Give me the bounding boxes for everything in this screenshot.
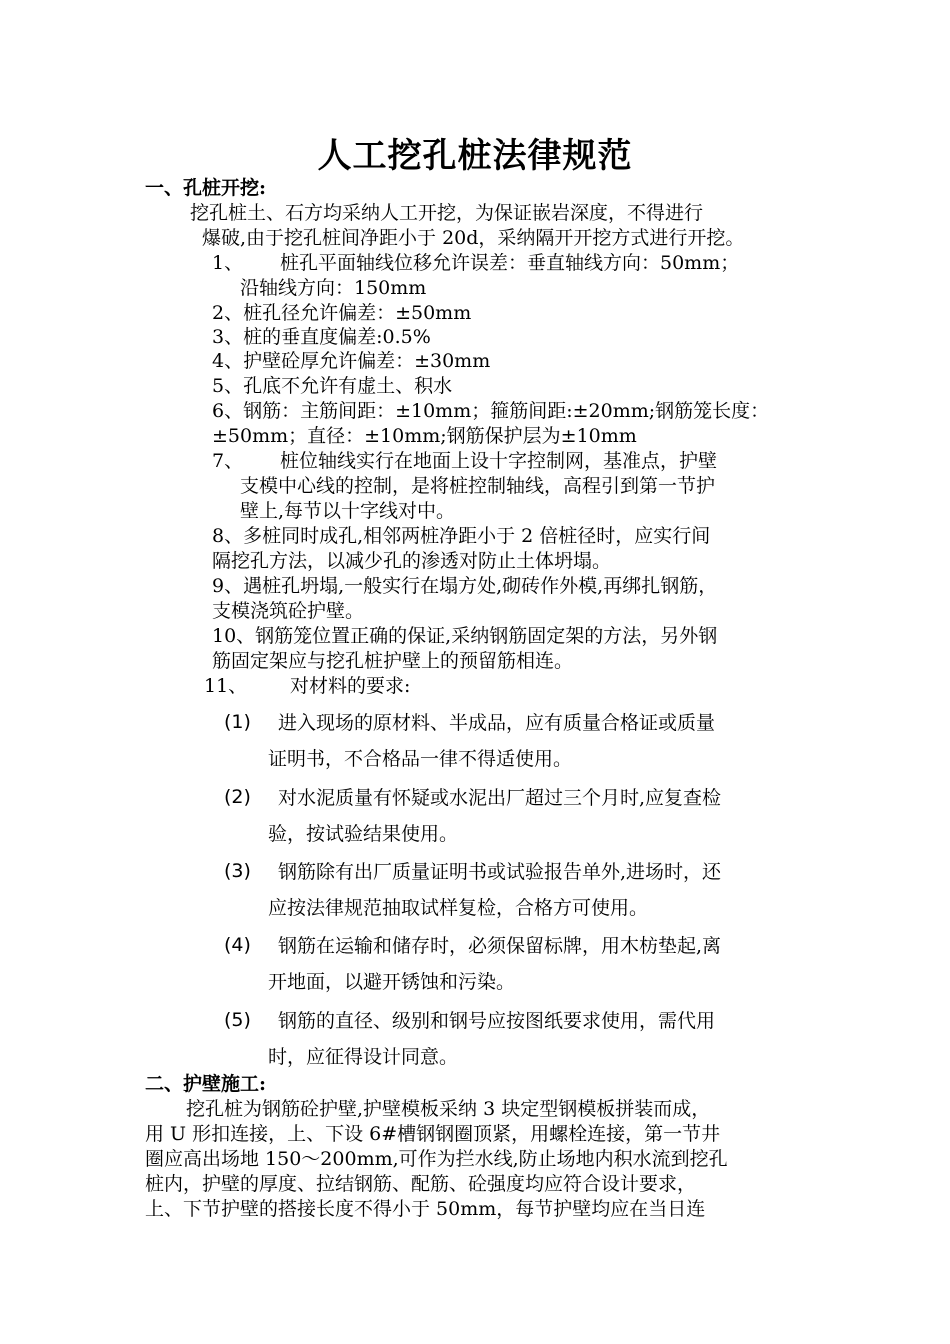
list-item-text: 沿轴线方向：150mm bbox=[240, 277, 427, 299]
list-item-text: 9、遇桩孔坍塌,一般实行在塌方处,砌砖作外模,再绑扎钢筋， bbox=[212, 575, 718, 597]
requirement-number: (4) bbox=[224, 934, 251, 956]
requirement-text: 钢筋在运输和储存时，必须保留标牌，用木枋垫起,离 bbox=[278, 935, 722, 957]
requirement-text: 证明书，不合格品一律不得适使用。 bbox=[268, 748, 573, 770]
paragraph-line: 圈应高出场地 150～200mm,可作为拦水线,防止场地内积水流到挖孔 bbox=[145, 1148, 728, 1170]
paragraph-line: 上、下节护壁的搭接长度不得小于 50mm，每节护壁均应在当日连 bbox=[145, 1198, 706, 1220]
list-item-text: 桩位轴线实行在地面上设十字控制网，基准点，护壁 bbox=[280, 450, 718, 472]
list-item-text: 2、桩孔径允许偏差：±50mm bbox=[212, 302, 472, 324]
list-item-number: 11、 bbox=[204, 675, 248, 697]
list-item-text: 8、多桩同时成孔,相邻两桩净距小于 2 倍桩径时，应实行间 bbox=[212, 525, 711, 547]
requirement-text: 钢筋的直径、级别和钢号应按图纸要求使用，需代用 bbox=[278, 1010, 716, 1032]
requirement-number: (3) bbox=[224, 860, 251, 882]
requirement-text: 验，按试验结果使用。 bbox=[268, 823, 459, 845]
list-item-text: 3、桩的垂直度偏差:0.5% bbox=[212, 326, 431, 348]
requirement-text: 钢筋除有出厂质量证明书或试验报告单外,进场时，还 bbox=[278, 861, 722, 883]
section-heading-1: 一、孔桩开挖: bbox=[145, 177, 267, 199]
list-item-text: 支模中心线的控制，是将桩控制轴线，高程引到第一节护 bbox=[240, 475, 716, 497]
requirement-text: 对水泥质量有怀疑或水泥出厂超过三个月时,应复查检 bbox=[278, 787, 722, 809]
paragraph-line: 爆破,由于挖孔桩间净距小于 20d，采纳隔开开挖方式进行开挖。 bbox=[202, 227, 745, 249]
list-item-text: 5、孔底不允许有虚土、积水 bbox=[212, 375, 453, 397]
requirement-number: (2) bbox=[224, 786, 251, 808]
list-item-number: 7、 bbox=[212, 450, 244, 472]
requirement-text: 开地面，以避开锈蚀和污染。 bbox=[268, 971, 516, 993]
requirement-text: 时，应征得设计同意。 bbox=[268, 1046, 459, 1068]
list-item-text: ±50mm；直径：±10mm;钢筋保护层为±10mm bbox=[212, 425, 637, 447]
paragraph-line: 挖孔桩土、石方均采纳人工开挖，为保证嵌岩深度，不得进行 bbox=[190, 202, 704, 224]
requirement-text: 进入现场的原材料、半成品，应有质量合格证或质量 bbox=[278, 712, 716, 734]
requirement-number: (1) bbox=[224, 711, 251, 733]
list-item-text: 桩孔平面轴线位移允许误差：垂直轴线方向：50mm； bbox=[280, 252, 740, 274]
list-item-text: 6、钢筋：主筋间距：±10mm；箍筋间距:±20mm;钢筋笼长度： bbox=[212, 400, 770, 422]
paragraph-line: 用 U 形扣连接，上、下设 6#槽钢钢圈顶紧，用螺栓连接，第一节井 bbox=[145, 1123, 721, 1145]
list-item-text: 壁上,每节以十字线对中。 bbox=[240, 500, 456, 522]
requirement-number: (5) bbox=[224, 1009, 251, 1031]
paragraph-line: 桩内，护壁的厚度、拉结钢筋、配筋、砼强度均应符合设计要求， bbox=[145, 1173, 697, 1195]
list-item-text: 4、护壁砼厚允许偏差：±30mm bbox=[212, 350, 491, 372]
list-item-number: 1、 bbox=[212, 252, 244, 274]
section-heading-2: 二、护壁施工: bbox=[145, 1073, 267, 1095]
requirement-text: 应按法律规范抽取试样复检，合格方可使用。 bbox=[268, 897, 649, 919]
list-item-text: 支模浇筑砼护壁。 bbox=[212, 600, 365, 622]
document-title: 人工挖孔桩法律规范 bbox=[317, 136, 633, 176]
list-item-text: 筋固定架应与挖孔桩护壁上的预留筋相连。 bbox=[212, 650, 574, 672]
list-item-text: 隔挖孔方法，以减少孔的渗透对防止土体坍塌。 bbox=[212, 550, 612, 572]
list-item-text: 10、钢筋笼位置正确的保证,采纳钢筋固定架的方法，另外钢 bbox=[212, 625, 718, 647]
paragraph-line: 挖孔桩为钢筋砼护壁,护壁模板采纳 3 块定型钢模板拼装而成， bbox=[186, 1098, 711, 1120]
list-item-text: 对材料的要求: bbox=[290, 675, 411, 697]
